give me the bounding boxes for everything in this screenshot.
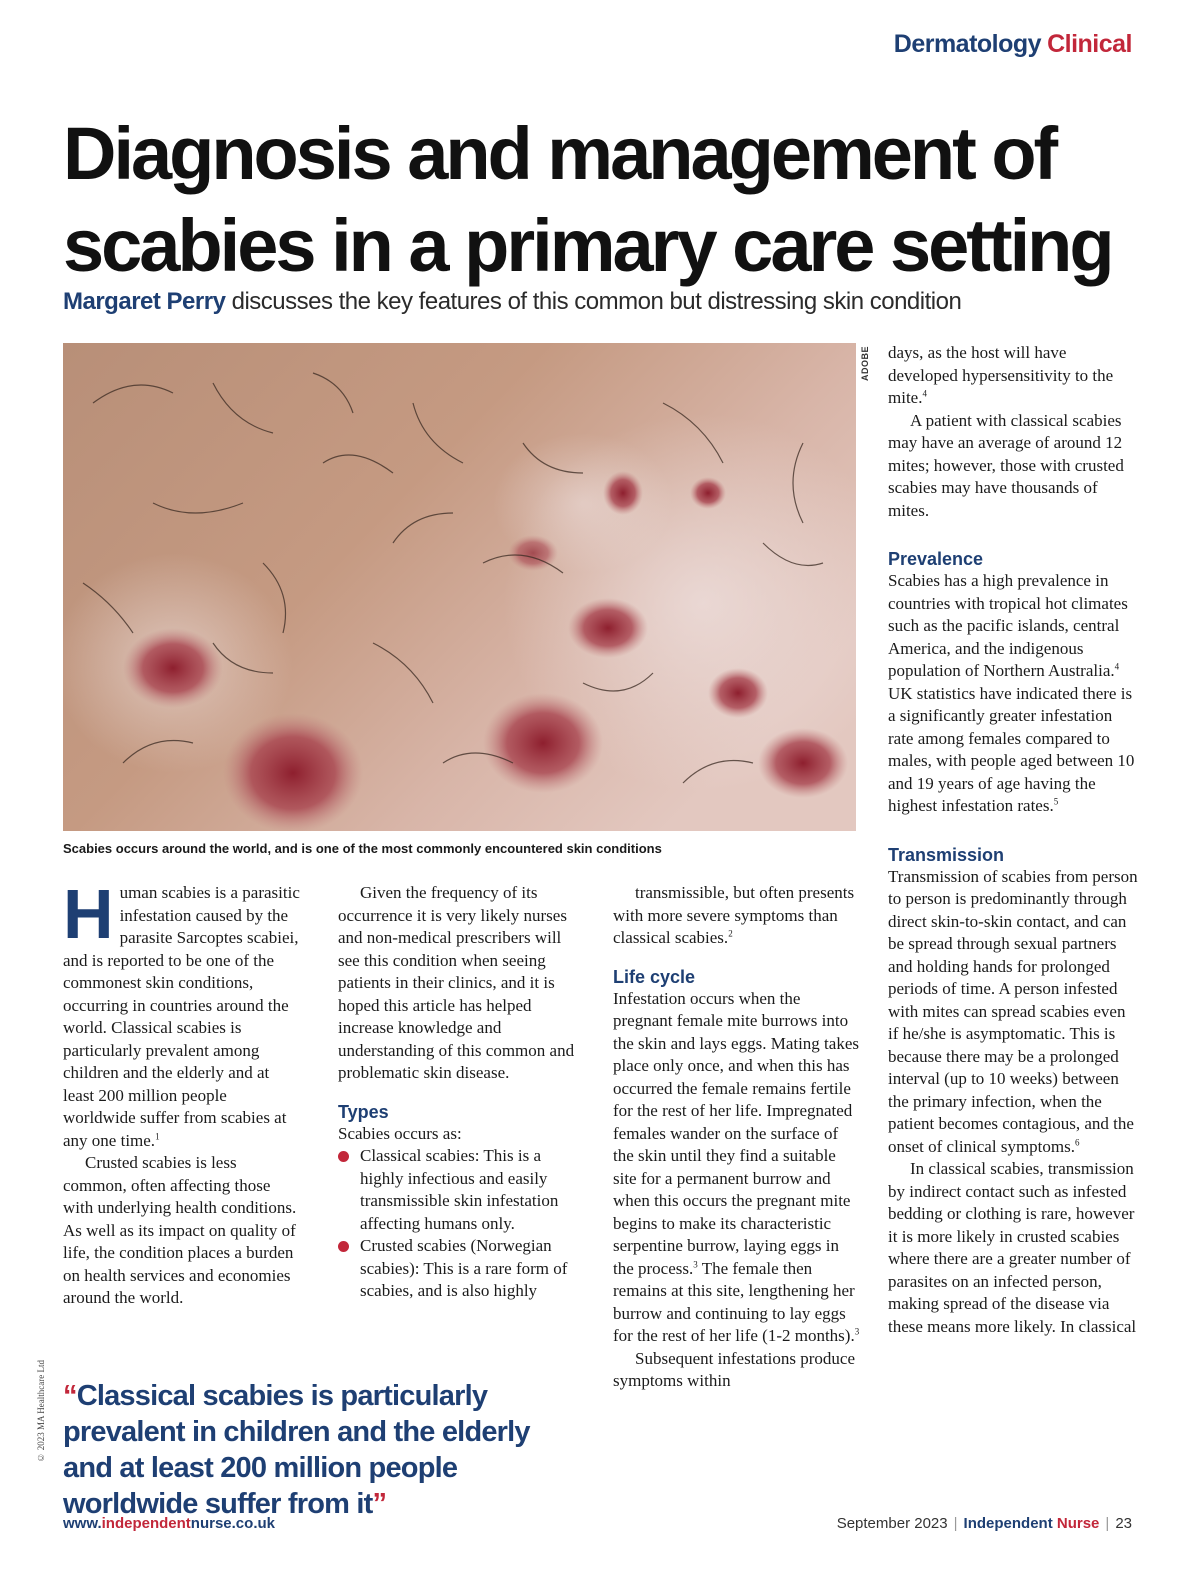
paragraph: In classical scabies, transmission by indirect contact such as infested bedding or clothing is rare, however it is more likely in crusted scabies where there are a greater number of parasites on an infected person, making spread of the disease via these means more likely. In classical	[888, 1159, 1137, 1336]
paragraph: A patient with classical scabies may have an average of around 12 mites; however, those with crusted scabies may have thousands of mites.	[888, 410, 1124, 520]
open-quote: “	[63, 1380, 77, 1412]
photo-caption: Scabies occurs around the world, and is one of the most commonly encountered skin conditions	[63, 841, 662, 856]
column-1	[63, 875, 303, 1310]
paragraph: Scabies occurs as:	[338, 1123, 462, 1143]
article-title	[63, 108, 1153, 292]
paragraph: Subsequent infestations produce symptoms within	[613, 1348, 856, 1390]
heading-prevalence: Prevalence	[888, 549, 984, 569]
subsection-name: Clinical	[1047, 30, 1132, 58]
list-item: Crusted scabies (Norwegian scabies): This is a rare form of scabies, and is also highly	[338, 1235, 586, 1303]
paragraph: Scabies has a high prevalence in countries with tropical hot climates such as the pacific islands, central America, and the indigenous population of Northern Australia.$^4$ UK statistics have indicated there is a significantly greater infestation rate among females compared to males, with people aged between 10 and 19 years of age having the highest infestation rates.$^5$	[888, 571, 1135, 815]
magazine-name: Independent	[963, 1515, 1053, 1532]
divider: |	[1105, 1515, 1110, 1532]
issue-date: September 2023	[836, 1515, 948, 1532]
bullet-icon	[338, 1151, 349, 1162]
paragraph: Transmission of scabies from person to person is predominantly through direct skin-to-skin contact, and can be spread through sexual partners and holding hands for prolonged periods of time. A person infested with mites can spread scabies even if he/she is asymptomatic. This is because there may be a prolonged interval (up to 10 weeks) between the primary infection, when the patient becomes contagious, and the onset of clinical symptoms.$^6$	[888, 866, 1138, 1156]
paragraph: Human scabies is a parasitic infestation caused by the parasite Sarcoptes scabiei, and is reported to be one of the commonest skin conditions, occurring in countries around the world. Classical scabies is particularly prevalent among children and the elderly and at least 200 million people worldwide suffer from scabies at any one time.$^1$	[63, 875, 300, 1150]
column-2	[338, 882, 586, 1303]
column-3	[613, 882, 861, 1393]
reference: 1	[155, 1130, 160, 1141]
reference: 4	[922, 388, 927, 399]
drop-cap: H	[63, 875, 114, 953]
paragraph: Infestation occurs when the pregnant female mite burrows into the skin and lays eggs. Mating takes place only once, and when this has occurred the female remains fertile for the rest of her life. Impregnated females wander on the surface of the skin until they find a suitable site for a permanent burrow and when this occurs the pregnant mite begins to make its characteristic serpentine burrow, laying eggs in the process.$^3$ The female then remains at this site, lengthening her burrow and continuing to lay eggs for the rest of her life (1-2 months).$^3$	[613, 988, 860, 1345]
magazine-name-suffix: Nurse	[1056, 1515, 1100, 1532]
divider: |	[953, 1515, 958, 1532]
list-item: Classical scabies: This is a highly infectious and easily transmissible skin infestation affecting humans only.	[338, 1145, 586, 1235]
pull-quote	[63, 1378, 583, 1522]
column-4	[888, 342, 1138, 1338]
heading-life-cycle: Life cycle	[613, 966, 696, 987]
section-label	[894, 30, 1132, 59]
author-name: Margaret Perry	[63, 288, 226, 315]
paragraph: transmissible, but often presents with more severe symptoms than classical scabies.$^2$	[613, 883, 855, 947]
title-line-1: Diagnosis and management of	[63, 112, 1056, 195]
paragraph: days, as the host will have developed hypersensitivity to the mite.$^4$	[888, 343, 1114, 407]
reference: 3	[693, 1258, 698, 1269]
title-line-2: scabies in a primary care setting	[63, 204, 1112, 287]
types-list	[338, 1145, 586, 1303]
standfirst	[63, 286, 1143, 318]
section-name: Dermatology	[893, 30, 1042, 58]
standfirst-text: discusses the key features of this common but distressing skin condition	[225, 288, 962, 315]
photo-credit: ADOBE	[860, 346, 870, 382]
heading-transmission: Transmission	[888, 844, 1005, 865]
heading-types: Types	[338, 1101, 389, 1122]
reference: 5	[1053, 796, 1059, 807]
paragraph: Crusted scabies is less common, often affecting those with underlying health conditions. As well as its impact on quality of life, the condition places a burden on health services and economies around the world.	[63, 1153, 297, 1307]
paragraph: Given the frequency of its occurrence it is very likely nurses and non-medical prescribers will see this condition when seeing patients in their clinics, and it is hoped this article has helped increase knowledge and understanding of this common and problematic skin disease.	[338, 883, 575, 1082]
footer-issue-info	[837, 1515, 1132, 1532]
pull-quote-text: Classical scabies is particularly prevalent in children and the elderly and at least 200 million people worldwide suffer from it	[63, 1380, 530, 1520]
reference: 2	[728, 928, 733, 939]
bullet-icon	[338, 1241, 349, 1252]
page-number: 23	[1115, 1515, 1132, 1532]
close-quote: ”	[372, 1488, 387, 1520]
reference: 3	[854, 1326, 860, 1337]
scabies-skin-photo	[63, 343, 856, 831]
copyright-notice: © 2023 MA Healthcare Ltd	[36, 1360, 46, 1463]
reference: 6	[1074, 1136, 1080, 1147]
footer-website-link[interactable]: www.independentnurse.co.uk	[63, 1515, 275, 1532]
reference: 4	[1114, 661, 1120, 672]
